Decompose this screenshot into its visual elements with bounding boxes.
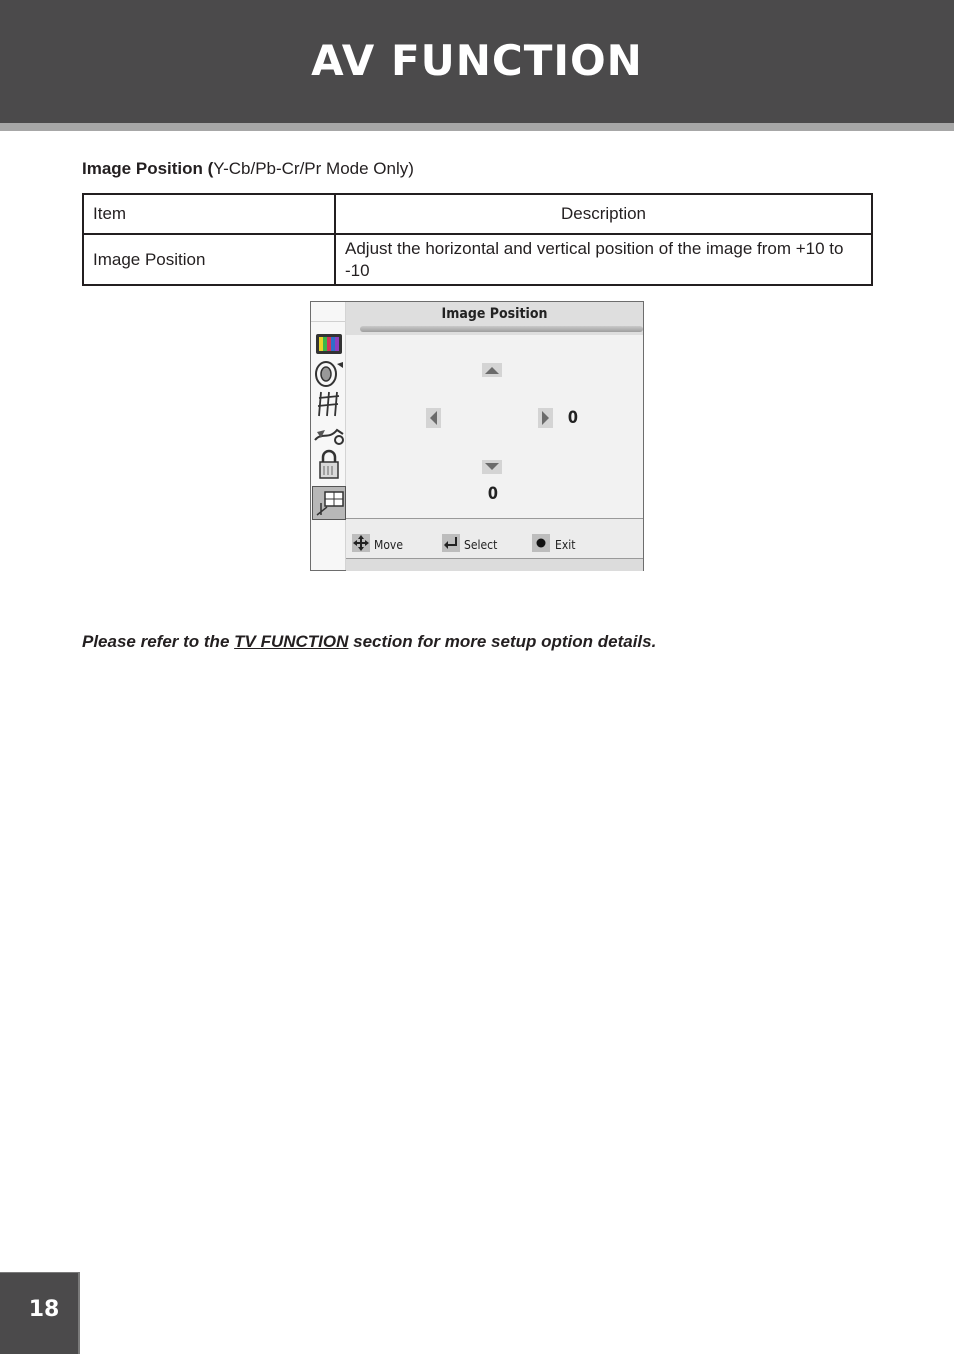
enter-icon: [442, 534, 460, 552]
exit-dot-icon: [532, 534, 550, 552]
section-heading: [82, 159, 414, 179]
osd-title: Image Position: [441, 306, 548, 322]
footer-band: [346, 559, 643, 571]
page-number: 18: [28, 1297, 60, 1322]
table-header-item: Item: [83, 194, 335, 234]
up-arrow-icon: [482, 363, 502, 377]
osd-title-bar: [346, 302, 643, 335]
osd-title-underline: [360, 326, 643, 332]
lock-icon: [313, 448, 345, 480]
table-cell-description: Adjust the horizontal and vertical position of the image from +10 to -10: [335, 234, 872, 285]
table-cell-item: Image Position: [83, 234, 335, 285]
section-heading-bold: Image Position (: [82, 159, 214, 178]
description-table: [82, 193, 873, 286]
osd-menu-sidebar: [311, 302, 346, 570]
horizontal-position-value: 0: [567, 408, 578, 428]
osd-footer: [346, 518, 643, 571]
sound-icon: [313, 358, 345, 390]
page-number-tab: [0, 1272, 80, 1354]
osd-screenshot: [310, 301, 644, 571]
table-header-description: Description: [335, 194, 872, 234]
section-heading-mode: Y-Cb/Pb-Cr/Pr Mode Only): [213, 159, 414, 178]
move-arrows-icon: [352, 534, 370, 552]
av-function-icon: [312, 486, 346, 520]
right-arrow-icon: [538, 408, 553, 428]
sidebar-divider: [311, 321, 345, 322]
hint-move-label: Move: [374, 538, 403, 552]
page-title: AV FUNCTION: [311, 36, 643, 85]
table-row: [83, 234, 872, 285]
down-arrow-icon: [482, 460, 502, 474]
picture-icon: [313, 328, 345, 360]
channel-antenna-icon: [313, 388, 345, 420]
page-header: [0, 0, 954, 123]
header-stripe: [0, 123, 954, 131]
left-arrow-icon: [426, 408, 441, 428]
table-header-row: [83, 194, 872, 234]
hint-select-label: Select: [464, 538, 498, 552]
note-text-before: Please refer to the: [82, 632, 235, 651]
setup-icon: [313, 418, 345, 450]
tv-function-link[interactable]: TV FUNCTION: [234, 632, 349, 651]
hint-exit-label: Exit: [555, 538, 576, 552]
vertical-position-value: 0: [487, 484, 498, 504]
reference-note: [82, 632, 656, 652]
note-text-after: section for more setup option details.: [348, 632, 657, 651]
